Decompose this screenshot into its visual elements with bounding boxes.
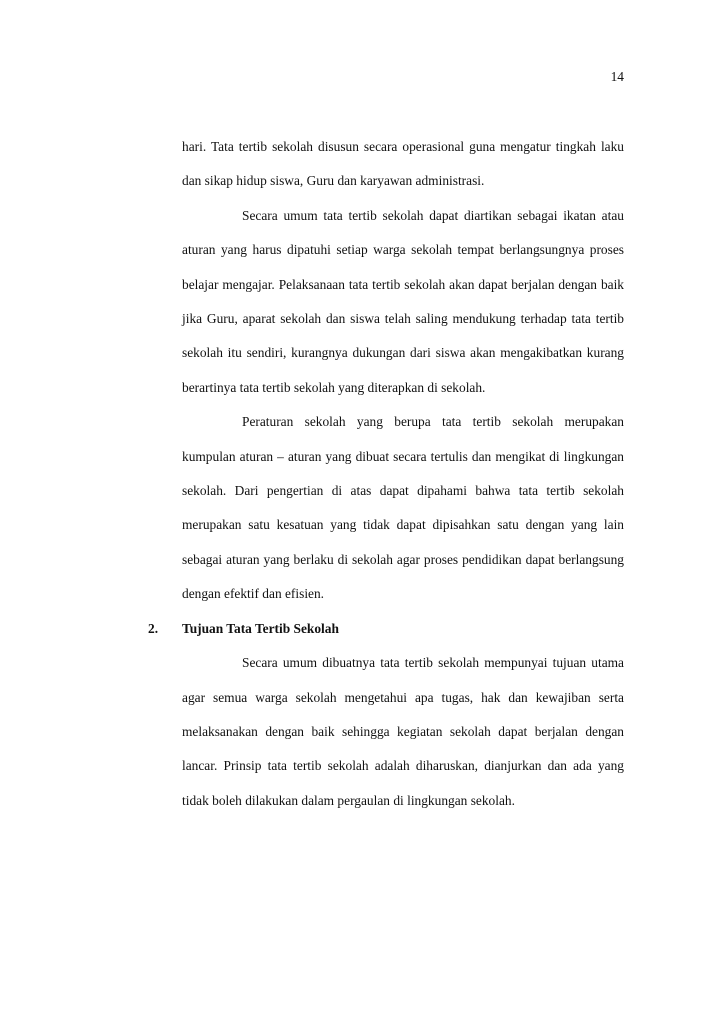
document-body [148,130,624,818]
section-number: 2. [148,620,159,636]
paragraph-purpose: Secara umum dibuatnya tata tertib sekolah mempunyai tujuan utama agar semua warga sekolah mengetahui apa tugas, hak dan kewajiban serta melaksanakan dengan baik sehingga kegiatan sekolah dapat berjalan dengan lancar. Prinsip tata tertib sekolah adalah diharuskan, dianjurkan dan ada yang tidak boleh dilakukan dalam pergaulan di lingkungan sekolah. [182,655,624,808]
paragraph-regulation: Peraturan sekolah yang berupa tata tertib sekolah merupakan kumpulan aturan – aturan yang dibuat secara tertulis dan mengikat di lingkungan sekolah. Dari pengertian di atas dapat dipahami bahwa tata tertib sekolah merupakan satu kesatuan yang tidak dapat dipisahkan satu dengan yang lain sebagai aturan yang berlaku di sekolah agar proses pendidikan dapat berlangsung dengan efektif dan efisien. [182,414,624,602]
paragraph-definition: Secara umum tata tertib sekolah dapat diartikan sebagai ikatan atau aturan yang harus dipatuhi setiap warga sekolah tempat berlangsungnya proses belajar mengajar. Pelaksanaan tata tertib sekolah akan dapat berjalan dengan baik jika Guru, aparat sekolah dan siswa telah saling mendukung terhadap tata tertib sekolah itu sendiri, kurangnya dukungan dari siswa akan mengakibatkan kurang berartinya tata tertib sekolah yang diterapkan di sekolah. [182,207,624,395]
page-number: 14 [610,69,624,84]
paragraph-continued: hari. Tata tertib sekolah disusun secara operasional guna mengatur tingkah laku dan sikap hidup siswa, Guru dan karyawan administrasi. [182,139,624,189]
section-heading [148,612,624,646]
section-title: Tujuan Tata Tertib Sekolah [182,620,339,636]
